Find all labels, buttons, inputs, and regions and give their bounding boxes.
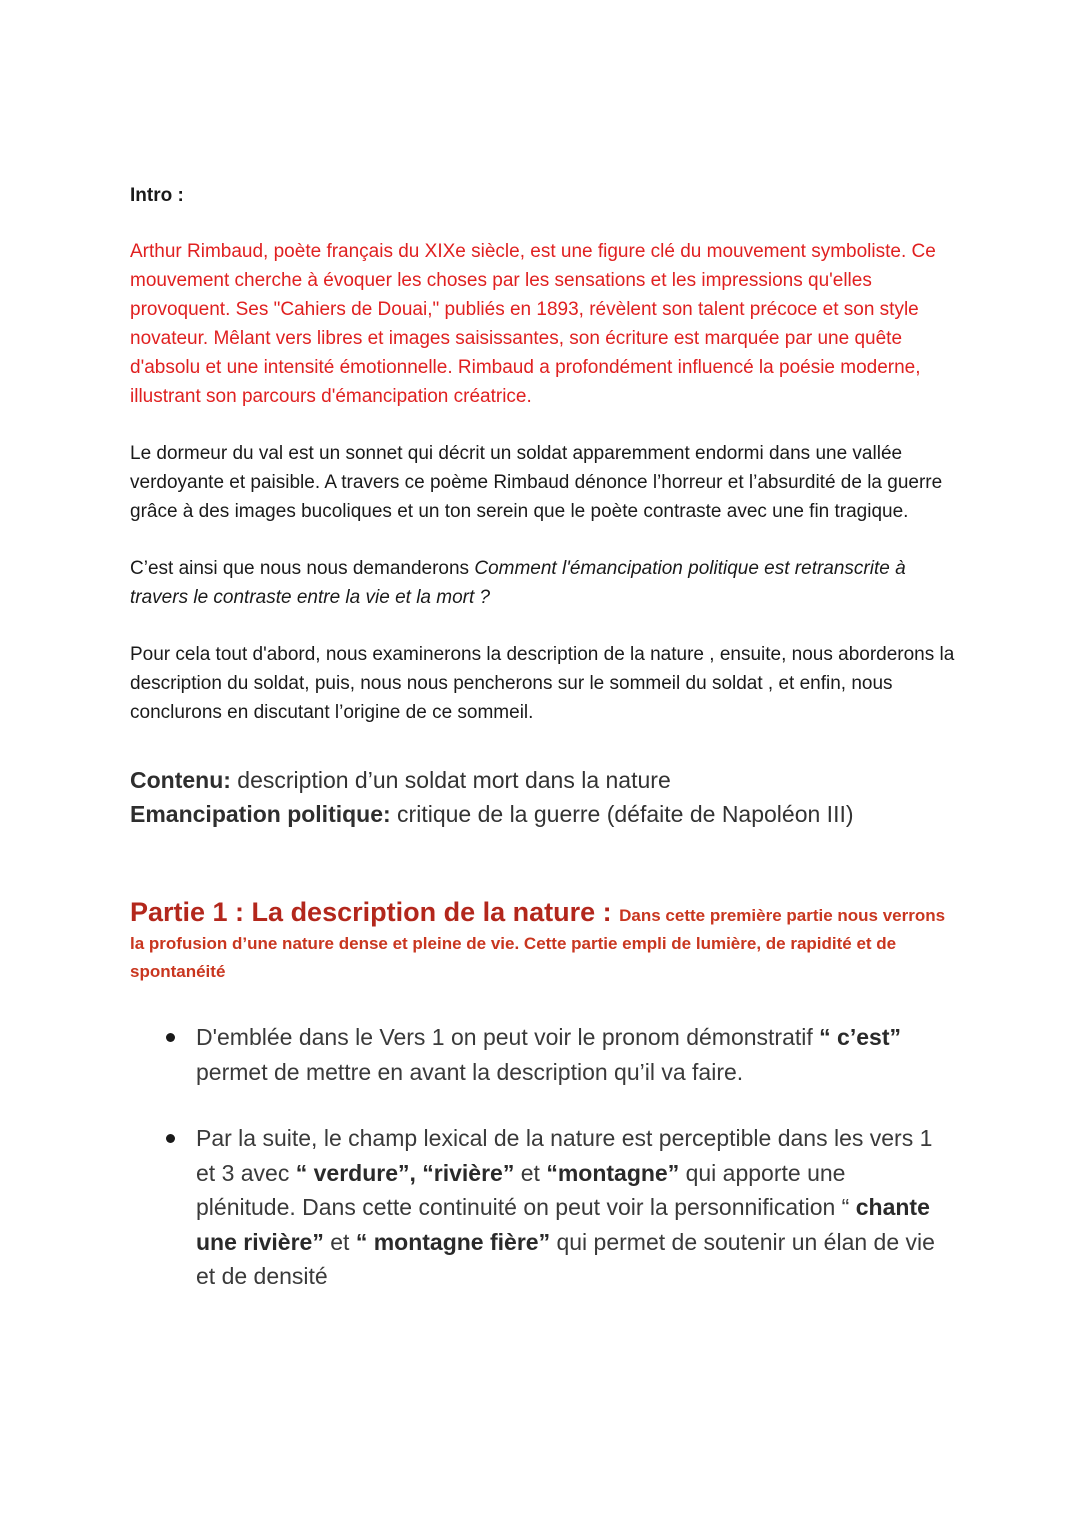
bullet-bold-text: “ verdure”, “rivière” xyxy=(295,1159,515,1186)
emancipation-text: critique de la guerre (défaite de Napoléon III) xyxy=(390,801,854,827)
bullet-text: permet de mettre en avant la description qu’il va faire. xyxy=(196,1058,744,1085)
list-item xyxy=(196,1020,936,1089)
bullet-dot-icon xyxy=(166,1033,175,1042)
problematique-question: Comment l'émancipation politique est retranscrite à travers le contraste entre la vie et la mort ? xyxy=(130,558,906,608)
intro-context-paragraph: Arthur Rimbaud, poète français du XIXe siècle, est une figure clé du mouvement symboliste. Ce mouvement cherche à évoquer les choses par les sensations et les impressions qu'elles provoquent. Ses "Cahiers de Douai," publiés en 1893, révèlent son talent précoce et son style novateur. Mêlant vers libres et images saisissantes, son écriture est marquée par une quête d'absolu et une intensité émotionnelle. Rimbaud a profondément influencé la poésie moderne, illustrant son parcours d'émancipation créatrice. xyxy=(130,241,936,407)
contenu-text: description d’un soldat mort dans la nature xyxy=(230,767,671,793)
bullet-bold-text: “ montagne fière” xyxy=(355,1228,551,1255)
bullet-bold-text: “ c’est” xyxy=(819,1024,901,1050)
problematique-paragraph xyxy=(130,554,960,612)
bullet-text: et xyxy=(514,1159,547,1186)
list-item xyxy=(196,1121,936,1294)
bullet-text: Par la suite, le champ lexical de la nature est perceptible dans les vers 1 et 3 avec xyxy=(196,1125,933,1186)
contenu-label: Contenu: xyxy=(130,767,231,793)
part1-heading xyxy=(130,899,960,986)
intro-poem-paragraph: Le dormeur du val est un sonnet qui décrit un soldat apparemment endormi dans une vallée verdoyante et paisible. A travers ce poème Rimbaud dénonce l’horreur et l’absurdité de la guerre grâce à des images bucoliques et un ton serein que le poète contraste avec une fin tragique. xyxy=(130,443,943,522)
emancipation-label: Emancipation politique: xyxy=(130,801,391,827)
bullet-dot-icon xyxy=(166,1134,175,1143)
bullet-text: qui apporte une plénitude. Dans cette continuité on peut voir la personnification “ xyxy=(196,1159,856,1220)
part1-title: Partie 1 : La description de la nature : xyxy=(130,897,620,927)
intro-heading: Intro : xyxy=(130,185,184,206)
summary-contenu xyxy=(130,763,960,797)
bullet-text: qui permet de soutenir un élan de vie et de densité xyxy=(196,1228,935,1289)
plan-paragraph: Pour cela tout d'abord, nous examinerons la description de la nature , ensuite, nous aborderons la description du soldat, puis, nous nous pencherons sur le sommeil du soldat , et enfin, nous conclurons en discutant l’origine de ce sommeil. xyxy=(130,644,955,723)
document-page xyxy=(130,183,960,1326)
part1-bullet-list xyxy=(130,1020,936,1294)
bullet-text: et xyxy=(323,1228,356,1255)
summary-block xyxy=(130,763,960,831)
bullet-bold-text: chante une rivière” xyxy=(196,1194,930,1255)
bullet-bold-text: “montagne” xyxy=(546,1159,680,1186)
summary-emancipation xyxy=(130,797,960,831)
problematique-lead: C’est ainsi que nous nous demanderons xyxy=(130,558,475,579)
bullet-text: D'emblée dans le Vers 1 on peut voir le pronom démonstratif xyxy=(196,1024,820,1050)
part1-description: Dans cette première partie nous verrons la profusion d’une nature dense et pleine de vie. Cette partie empli de lumière, de rapidité et de spontanéité xyxy=(130,906,946,981)
